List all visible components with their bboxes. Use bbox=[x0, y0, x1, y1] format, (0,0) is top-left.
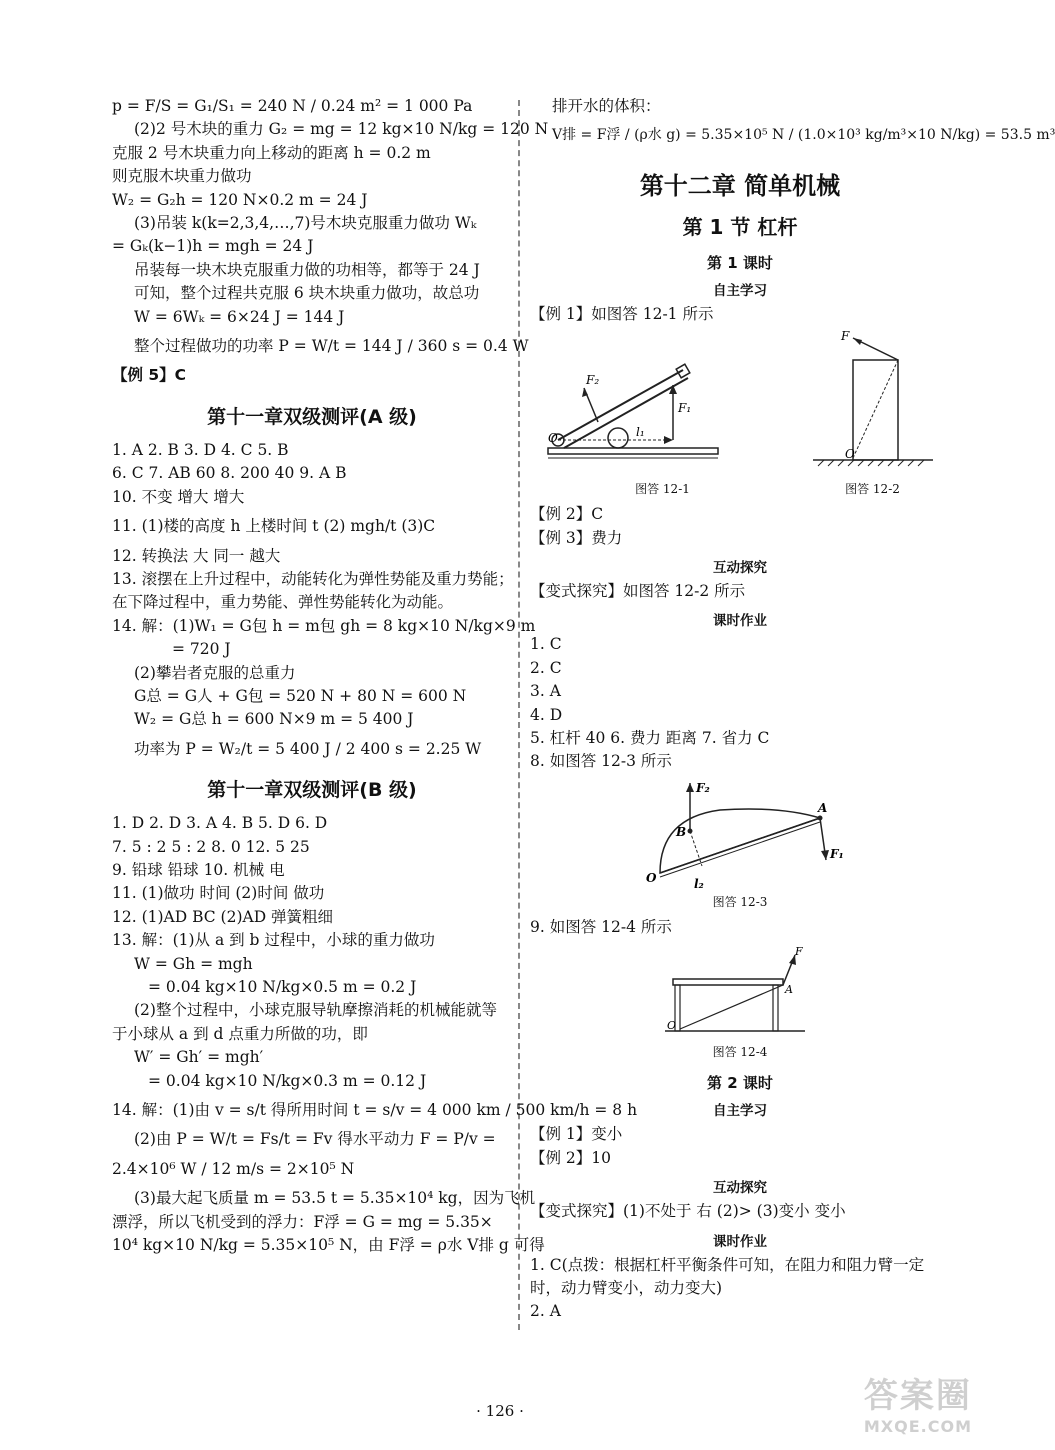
answer-line: 1. A 2. B 3. D 4. C 5. B bbox=[112, 440, 289, 459]
subheading: 课时作业 bbox=[713, 1233, 767, 1250]
answer-line: 时，动力臂变小，动力变大) bbox=[530, 1278, 723, 1297]
answer-line: G总 = G人 + G包 = 520 N + 80 N = 600 N bbox=[134, 686, 467, 705]
text-line: (3)吊装 k(k=2,3,4,…,7)号木块克服重力做功 Wₖ bbox=[134, 214, 477, 233]
answer-line: 8. 如图答 12-3 所示 bbox=[530, 752, 672, 771]
answer-line: 1. C bbox=[530, 635, 562, 654]
answer-line: W′ = Gh′ = mgh′ bbox=[134, 1048, 264, 1067]
answer-line: W = Gh = mgh bbox=[134, 954, 253, 973]
lesson-title: 第 2 课时 bbox=[707, 1074, 773, 1093]
example-answer: 【例 5】C bbox=[112, 366, 187, 385]
page-number: · 126 · bbox=[476, 1402, 524, 1420]
figure-caption: 图答 12-4 bbox=[712, 1045, 768, 1060]
answer-line: 10⁴ kg×10 N/kg = 5.35×10⁵ N，由 F浮 = ρ水 V排 g 可得 bbox=[112, 1236, 545, 1255]
label-o: O bbox=[547, 431, 558, 446]
answer-line: 13. 滚摆在上升过程中，动能转化为弹性势能及重力势能； bbox=[112, 569, 514, 588]
answer-line: W₂ = G总 h = 600 N×9 m = 5 400 J bbox=[134, 710, 414, 729]
chapter-title: 第十二章 简单机械 bbox=[639, 171, 841, 200]
subheading: 自主学习 bbox=[713, 282, 767, 299]
answer-line: 11. (1)楼的高度 h 上楼时间 t (2) mgh/t (3)C bbox=[112, 517, 436, 536]
text-line: p = F/S = G₁/S₁ = 240 N / 0.24 m² = 1 000 Pa bbox=[112, 97, 473, 115]
example-line: 【变式探究】(1)不处于 右 (2)> (3)变小 变小 bbox=[530, 1202, 846, 1221]
label-l2: l₂ bbox=[694, 876, 704, 891]
answer-line: = 0.04 kg×10 N/kg×0.5 m = 0.2 J bbox=[148, 978, 417, 996]
answer-line: 2. C bbox=[530, 658, 562, 677]
answer-line: (2)整个过程中，小球克服导轨摩擦消耗的机械能就等 bbox=[134, 1001, 497, 1020]
example-line: 【变式探究】如图答 12-2 所示 bbox=[530, 582, 746, 601]
text-line: = Gₖ(k−1)h = mgh = 24 J bbox=[112, 237, 314, 256]
lever-diagram-12-2 bbox=[813, 330, 933, 480]
right-column bbox=[530, 95, 1055, 1324]
label-f1: F₁ bbox=[677, 401, 691, 416]
answer-line: 14. 解：(1)由 v = s/t 得所用时间 t = s/v = 4 000 km / 500 km/h = 8 h bbox=[112, 1101, 638, 1120]
label-a: A bbox=[785, 983, 793, 997]
watermark-text: 答案圈 bbox=[863, 1376, 972, 1416]
example-line: 【例 1】变小 bbox=[530, 1125, 623, 1144]
figure-row bbox=[530, 326, 950, 497]
lesson-title: 第 1 课时 bbox=[707, 253, 773, 272]
example-line: 【例 2】10 bbox=[530, 1148, 612, 1167]
lever-diagram-12-1 bbox=[548, 330, 778, 480]
label-l1: l₁ bbox=[635, 425, 645, 440]
example-line: 【例 2】C bbox=[530, 505, 604, 524]
answer-line: 2. A bbox=[530, 1302, 561, 1321]
section-title-a: 第十一章双级测评(A 级) bbox=[207, 405, 417, 428]
answer-line: 14. 解：(1)W₁ = G包 h = m包 gh = 8 kg×10 N/kg×9 m bbox=[112, 616, 536, 635]
figure-caption: 图答 12-3 bbox=[712, 894, 768, 909]
answer-line: = 0.04 kg×10 N/kg×0.3 m = 0.12 J bbox=[148, 1071, 427, 1090]
subheading: 互动探究 bbox=[713, 560, 767, 577]
answer-line: (2)由 P = W/t = Fs/t = Fv 得水平动力 F = P/v = bbox=[134, 1130, 496, 1149]
figure-12-3 bbox=[530, 778, 950, 910]
answer-line: 3. A bbox=[530, 682, 561, 701]
label-a: A bbox=[818, 800, 828, 815]
subheading: 互动探究 bbox=[713, 1180, 767, 1197]
answer-line: 1. C(点拨：根据杠杆平衡条件可知，在阻力和阻力臂一定 bbox=[530, 1255, 925, 1274]
watermark-logo bbox=[864, 1368, 972, 1436]
text-line: W₂ = G₂h = 120 N×0.2 m = 24 J bbox=[112, 190, 368, 209]
text-line: 可知，整个过程共克服 6 块木块重力做功，故总功 bbox=[134, 284, 480, 303]
label-f2: F₂ bbox=[696, 780, 710, 795]
text-line: 整个过程做功的功率 P = W/t = 144 J / 360 s = 0.4 W bbox=[134, 337, 529, 356]
text-line: (2)2 号木块的重力 G₂ = mg = 12 kg×10 N/kg = 120 N bbox=[134, 120, 549, 139]
lever-diagram-12-4 bbox=[665, 943, 815, 1043]
label-f2: F₂ bbox=[585, 373, 599, 388]
label-f: F bbox=[840, 329, 849, 344]
label-o: O bbox=[844, 447, 855, 462]
answer-line: = 720 J bbox=[172, 640, 231, 659]
lever-diagram-12-3 bbox=[620, 778, 860, 893]
subheading: 自主学习 bbox=[713, 1103, 767, 1120]
answer-line: 13. 解：(1)从 a 到 b 过程中，小球的重力做功 bbox=[112, 931, 435, 950]
answer-line: 5. 杠杆 40 6. 费力 距离 7. 省力 C bbox=[530, 729, 770, 748]
text-line: 克服 2 号木块重力向上移动的距离 h = 0.2 m bbox=[112, 143, 431, 162]
label-f1: F₁ bbox=[830, 846, 844, 861]
answer-line: 1. D 2. D 3. A 4. B 5. D 6. D bbox=[112, 814, 328, 833]
answer-line: 10. 不变 增大 增大 bbox=[112, 487, 245, 506]
figure-12-4 bbox=[530, 943, 950, 1060]
answer-line: 6. C 7. AB 60 8. 200 40 9. A B bbox=[112, 464, 347, 483]
answer-line: (2)攀岩者克服的总重力 bbox=[134, 663, 296, 682]
answer-line: 12. 转换法 大 同一 越大 bbox=[112, 546, 281, 565]
answer-line: 9. 如图答 12-4 所示 bbox=[530, 917, 672, 936]
text-line: 则克服木块重力做功 bbox=[112, 167, 252, 186]
answer-line: 2.4×10⁶ W / 12 m/s = 2×10⁵ N bbox=[112, 1159, 355, 1178]
answer-line: 于小球从 a 到 d 点重力所做的功，即 bbox=[112, 1024, 368, 1043]
subheading: 课时作业 bbox=[713, 613, 767, 630]
answer-line: 11. (1)做功 时间 (2)时间 做功 bbox=[112, 884, 325, 903]
example-line: 【例 1】如图答 12-1 所示 bbox=[530, 304, 714, 323]
figure-caption: 图答 12-2 bbox=[845, 482, 900, 497]
label-f: F bbox=[795, 945, 803, 959]
column-divider bbox=[518, 100, 520, 1330]
text-line: 排开水的体积： bbox=[552, 97, 661, 115]
section-title: 第 1 节 杠杆 bbox=[682, 214, 798, 239]
answer-line: 在下降过程中，重力势能、弹性势能转化为动能。 bbox=[112, 593, 454, 612]
answer-line: 4. D bbox=[530, 705, 563, 724]
section-title-b: 第十一章双级测评(B 级) bbox=[207, 779, 417, 802]
figure-caption: 图答 12-1 bbox=[635, 482, 690, 497]
figure-12-2 bbox=[813, 326, 933, 497]
watermark-url: MXQE.COM bbox=[863, 1417, 972, 1436]
label-b: B bbox=[676, 824, 687, 839]
answer-line: (3)最大起飞质量 m = 53.5 t = 5.35×10⁴ kg，因为飞机 bbox=[134, 1189, 536, 1208]
label-o: O bbox=[646, 870, 657, 885]
text-line: 吊装每一块木块克服重力做的功相等，都等于 24 J bbox=[134, 260, 480, 279]
label-o: O bbox=[667, 1019, 677, 1033]
figure-12-1 bbox=[548, 326, 778, 497]
text-line: W = 6Wₖ = 6×24 J = 144 J bbox=[134, 307, 345, 326]
answer-line: 漂浮，所以飞机受到的浮力：F浮 = G = mg = 5.35× bbox=[112, 1212, 493, 1231]
answer-line: 12. (1)AD BC (2)AD 弹簧粗细 bbox=[112, 907, 334, 926]
example-line: 【例 3】费力 bbox=[530, 528, 623, 547]
answer-line: 7. 5 : 2 5 : 2 8. 0 12. 5 25 bbox=[112, 837, 310, 856]
answer-line: 功率为 P = W₂/t = 5 400 J / 2 400 s = 2.25 W bbox=[134, 739, 482, 758]
text-line: V排 = F浮 / (ρ水 g) = 5.35×10⁵ N / (1.0×10³ kg/m³×10 N/kg) = 53.5 m³ bbox=[552, 127, 1055, 144]
answer-line: 9. 铅球 铅球 10. 机械 电 bbox=[112, 860, 285, 879]
